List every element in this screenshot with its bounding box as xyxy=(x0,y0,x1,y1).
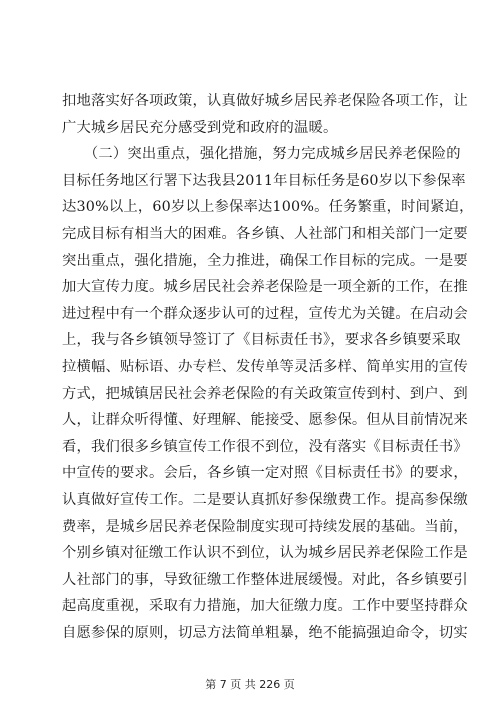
text-line: 认真做好宣传工作。二是要认真抓好参保缴费工作。提高参保缴 xyxy=(62,491,468,508)
text-line: 个别乡镇对征缴工作认识不到位，认为城乡居民养老保险工作是 xyxy=(62,545,468,562)
text-line: 加大宣传力度。城乡居民社会养老保险是一项全新的工作，在推 xyxy=(62,279,468,296)
text-line: 人，让群众听得懂、好理解、能接受、愿参保。但从目前情况来 xyxy=(62,412,468,429)
page-number: 第 7 页 共 226 页 xyxy=(205,678,295,691)
text-line: 完成目标有相当大的困难。各乡镇、人社部门和相关部门一定要 xyxy=(62,225,468,242)
text-line: 费率，是城乡居民养老保险制度实现可持续发展的基础。当前， xyxy=(62,518,468,535)
text-line: 方式，把城镇居民社会养老保险的有关政策宣传到村、到户、到 xyxy=(62,385,468,402)
text-line: 目标任务地区行署下达我县2011年目标任务是60岁以下参保率 xyxy=(62,172,466,189)
text-line: 上，我与各乡镇领导签订了《目标责任书》，要求各乡镇要采取 xyxy=(62,332,461,349)
body-text xyxy=(62,88,474,646)
text-line: 起高度重视，采取有力措施，加大征缴力度。工作中要坚持群众 xyxy=(62,598,468,615)
text-line: 中宣传的要求。会后，各乡镇一定对照《目标责任书》的要求， xyxy=(62,465,468,482)
text-line: 人社部门的事，导致征缴工作整体进展缓慢。对此，各乡镇要引 xyxy=(62,571,468,588)
text-line: 扣地落实好各项政策，认真做好城乡居民养老保险各项工作，让 xyxy=(62,93,468,109)
text-line: 看，我们很多乡镇宣传工作很不到位，没有落实《目标责任书》 xyxy=(62,438,468,455)
text-line: 达30%以上，60岁以上参保率达100%。任务繁重，时间紧迫， xyxy=(62,199,474,216)
text-line: 进过程中有一个群众逐步认可的过程，宣传尤为关键。在启动会 xyxy=(62,305,468,322)
text-line: （二）突出重点，强化措施，努力完成城乡居民养老保险的 xyxy=(62,146,461,163)
text-line: 拉横幅、贴标语、办专栏、发传单等灵活多样、简单实用的宣传 xyxy=(62,358,468,375)
text-line: 自愿参保的原则，切忌方法简单粗暴，绝不能搞强迫命令，切实 xyxy=(62,624,468,641)
text-line: 广大城乡居民充分感受到党和政府的温暖。 xyxy=(62,119,338,136)
text-line: 突出重点，强化措施，全力推进，确保工作目标的完成。一是要 xyxy=(62,252,468,269)
